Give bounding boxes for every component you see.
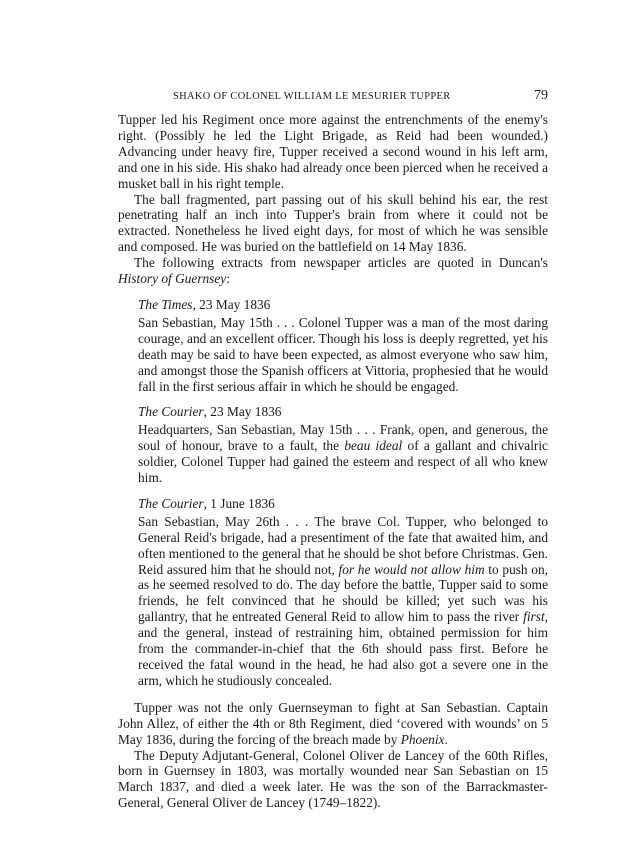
extract-text-part: San Sebastian, May 26th . . . The brave Col. Tupper, who belonged to General Reid's brigade, had a presentiment of the fate that awaited him, and often mentioned to the general that he should be shot before Christmas. Gen. Reid assured him that he should not, <box>138 513 548 577</box>
extract-emphasis: first <box>523 609 545 625</box>
running-head: SHAKO OF COLONEL WILLIAM LE MESURIER TUPPER <box>173 91 451 102</box>
paragraph-1: Tupper led his Regiment once more against the entrenchments of the enemy's right. (Possibly he led the Light Brigade, as Reid had been wounded.) Advancing under heavy fire, Tupper received a second wound in his left arm, and one in his side. His shako had already once been pierced when he received a musket ball in his right temple. <box>118 112 548 191</box>
paragraph-4-text: Tupper was not the only Guernseyman to fight at San Sebastian. Captain John Allez, of either the 4th or 8th Regiment, died ‘covered with wounds’ on 5 May 1836, during the forcing of the breach made by <box>118 699 548 747</box>
extract-courier-1 <box>118 404 548 486</box>
paragraph-3 <box>118 255 548 287</box>
paragraph-3-text: The following extracts from newspaper articles are quoted in Duncan's <box>134 255 548 271</box>
extract-emphasis: beau ideal <box>344 438 403 454</box>
extract-date: , 1 June 1836 <box>203 495 275 511</box>
newspaper-name: The Courier <box>138 404 204 420</box>
extract-text: San Sebastian, May 15th . . . Colonel Tupper was a man of the most daring courage, and an excellent officer. Though his loss is deeply regretted, yet his death may be said to have been expected, as almost everyone who saw him, and amongst those the Spanish officers at Vittoria, prophesied that he would fall in the first serious affair in which he should be engaged. <box>138 314 548 394</box>
body-text <box>118 112 548 811</box>
paragraph-4 <box>118 700 548 748</box>
extract-times <box>118 297 548 394</box>
page-number: 79 <box>534 88 548 103</box>
book-title: History of Guernsey <box>118 271 227 287</box>
paragraph-4-end: . <box>444 731 448 747</box>
extract-text <box>138 514 548 689</box>
extract-text-part: , and the general, instead of restraining him, obtained permission for him from the commander-in-chief that the 6th should pass first. Before he received the fatal wound in the head, he had also got a severe one in the arm, which he studiously concealed. <box>138 609 548 688</box>
paragraph-3-end: : <box>226 271 230 287</box>
extract-date: , 23 May 1836 <box>203 404 282 420</box>
extract-text-part: to push on, as he seemed resolved to do. The day before the battle, Tupper said to some friends, he felt convinced that he should be killed; yet such was his gallantry, that he entreated General Reid to allow him to pass the river <box>138 561 548 625</box>
paragraph-2: The ball fragmented, part passing out of his skull behind his ear, the rest penetrating half an inch into Tupper's brain from where it could not be extracted. Nonetheless he lived eight days, for most of which he was sensible and composed. He was buried on the battlefield on 14 May 1836. <box>118 191 548 255</box>
page-header <box>118 88 548 108</box>
extract-heading <box>138 297 548 313</box>
extract-text <box>138 422 548 486</box>
ship-name: Phoenix <box>400 731 445 747</box>
newspaper-name: The Courier <box>138 495 204 511</box>
newspaper-name: The Times <box>138 296 193 312</box>
extract-text-part: Headquarters, San Sebastian, May 15th . . . Frank, open, and generous, the soul of honour, brave to a fault, the <box>138 422 548 454</box>
extract-heading <box>138 496 548 512</box>
extract-heading <box>138 404 548 420</box>
extract-emphasis: for he would not allow him <box>338 561 485 577</box>
extract-date: , 23 May 1836 <box>192 296 271 312</box>
extract-text-part: of a gallant and chivalric soldier, Colonel Tupper had gained the esteem and respect of all who knew him. <box>138 438 548 486</box>
paragraph-5: The Deputy Adjutant-General, Colonel Oliver de Lancey of the 60th Rifles, born in Guernsey in 1803, was mortally wounded near San Sebastian on 15 March 1837, and died a week later. He was the son of the Barrackmaster-General, General Oliver de Lancey (1749–1822). <box>118 747 548 811</box>
extract-courier-2 <box>118 496 548 689</box>
